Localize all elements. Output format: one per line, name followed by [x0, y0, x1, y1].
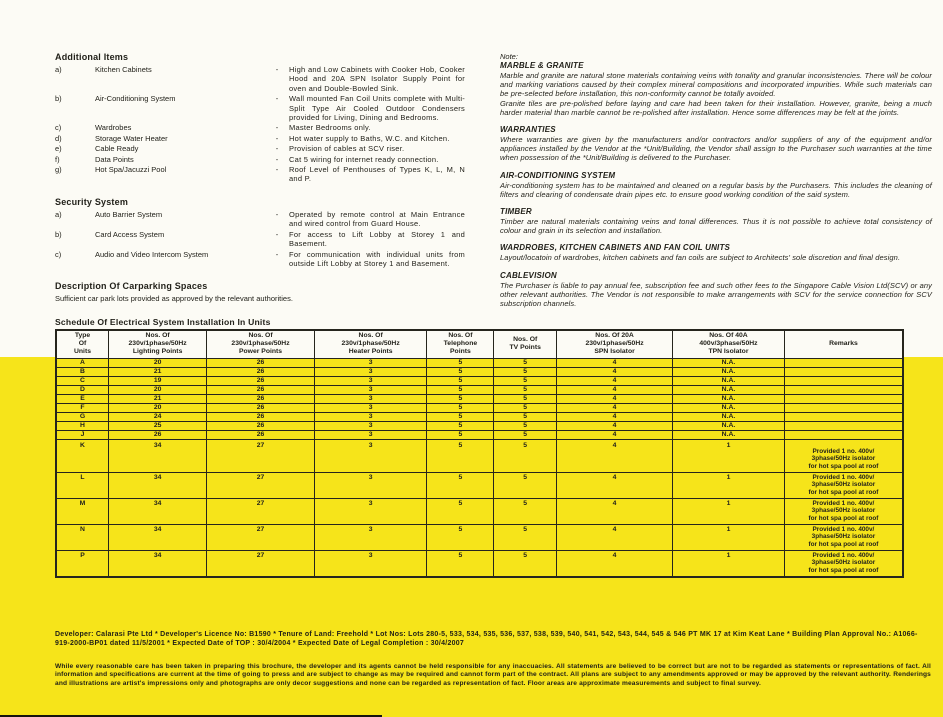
remark-lines [786, 474, 901, 497]
value-cell: 4 [557, 524, 673, 550]
note-section [500, 171, 932, 199]
item-description: High and Low Cabinets with Cooker Hob, Cooker Hood and 20A SPN Isolator Supply Point for oven and Double-Bowled Sink. [289, 65, 465, 93]
schedule-column-header [557, 330, 673, 358]
item-description: Wall mounted Fan Coil Units complete with Multi-Split Type Air Cooled Outdoor Condensers provided for Living, Dining and Bedrooms. [289, 94, 465, 123]
value-cell: 5 [427, 524, 494, 550]
header-line: TV Points [509, 344, 541, 352]
item-label: Air-Conditioning System [95, 94, 176, 104]
note-section [500, 243, 932, 262]
remark-line: 3phase/50Hz isolator [811, 455, 876, 463]
item-label: Auto Barrier System [95, 209, 163, 219]
value-cell: 5 [494, 430, 557, 439]
schedule-row [56, 472, 903, 498]
item-description: For access to Lift Lobby at Storey 1 and Basement. [289, 229, 465, 249]
note-section-heading: WARDROBES, KITCHEN CABINETS AND FAN COIL UNITS [500, 243, 731, 253]
value-cell: 5 [494, 412, 557, 421]
spec-item [55, 165, 465, 184]
remark-line: 3phase/50Hz isolator [811, 559, 876, 567]
value-cell: 27 [207, 524, 315, 550]
header-line: SPN Isolator [594, 348, 635, 356]
header-line: Heater Points [348, 348, 393, 356]
unit-type-cell: A [56, 358, 109, 367]
item-key: b) [55, 229, 62, 239]
value-cell: 26 [207, 403, 315, 412]
value-cell: N.A. [673, 430, 785, 439]
unit-type-cell: L [56, 472, 109, 498]
value-cell: 5 [494, 498, 557, 524]
note-section [500, 125, 932, 163]
value-cell: 19 [109, 376, 207, 385]
unit-type-cell: H [56, 421, 109, 430]
remarks-cell [784, 498, 903, 524]
note-section [500, 207, 932, 235]
item-dash: - [275, 229, 279, 239]
remarks-cell [784, 439, 903, 472]
remark-line: Provided 1 no. 400v/ [812, 551, 875, 559]
schedule-row [56, 403, 903, 412]
security-system-list [55, 210, 465, 268]
schedule-row [56, 524, 903, 550]
remarks-cell [784, 472, 903, 498]
unit-type-cell: B [56, 367, 109, 376]
value-cell: 5 [427, 439, 494, 472]
schedule-column-header [784, 330, 903, 358]
value-cell: N.A. [673, 394, 785, 403]
item-label: Audio and Video Intercom System [95, 249, 209, 259]
value-cell: 26 [207, 376, 315, 385]
value-cell: 4 [557, 472, 673, 498]
spec-item [55, 65, 465, 93]
spec-item [55, 94, 465, 122]
remark-lines [786, 442, 901, 471]
value-cell: 3 [314, 376, 427, 385]
spec-item [55, 230, 465, 249]
value-cell: 5 [427, 394, 494, 403]
spec-item [55, 210, 465, 229]
developer-info-line: Developer: Calarasi Pte Ltd * Developer's Licence No: B1590 * Tenure of Land: Freehold * Lot Nos: Lots 280-5, 533, 534, 535, 536, 537, 538, 539, 540, 541, 542, 543, 544, 545 & 546 PT MK 17 at Kim Keat Lane * Building Plan Approval No.: A1066-919-2000-BP01 dated 11/5/2001 * Expected Date of TOP : 30/4/2004 * Expected Date of Legal Completion : 30/4/2007 [55, 631, 918, 648]
note-paragraph: Air-conditioning system has to be maintained and cleaned on a regular basis by the Purchasers. This includes the cleaning of filters and clearing of condensate drain pipes etc. to ensure good working condition of the said system. [500, 180, 932, 199]
item-label: Storage Water Heater [95, 133, 168, 143]
value-cell: N.A. [673, 367, 785, 376]
value-cell: 26 [109, 430, 207, 439]
value-cell: 3 [314, 524, 427, 550]
remark-line: 3phase/50Hz isolator [811, 481, 876, 489]
value-cell: 26 [207, 385, 315, 394]
remarks-cell [784, 421, 903, 430]
schedule-row [56, 421, 903, 430]
value-cell: 3 [314, 358, 427, 367]
item-dash: - [275, 94, 279, 104]
value-cell: 26 [207, 421, 315, 430]
spec-item [55, 123, 465, 132]
header-line: Remarks [829, 340, 858, 348]
item-dash: - [275, 209, 279, 219]
value-cell: 34 [109, 439, 207, 472]
note-paragraph: The Purchaser is liable to pay annual fee, subscription fee and such other fees to the Singapore Cable Vision Ltd(SCV) or any other relevant authorities. The Vendor is not responsible to make arrangements with SCV for the service connection for SCV subscription channels. [500, 280, 932, 309]
value-cell: 3 [314, 439, 427, 472]
value-cell: 4 [557, 394, 673, 403]
schedule-column-header [673, 330, 785, 358]
value-cell: N.A. [673, 376, 785, 385]
remark-line: Provided 1 no. 400v/ [812, 447, 875, 455]
item-label: Data Points [95, 154, 134, 164]
item-dash: - [275, 133, 279, 143]
value-cell: 3 [314, 367, 427, 376]
value-cell: 4 [557, 412, 673, 421]
schedule-row [56, 498, 903, 524]
value-cell: 5 [494, 421, 557, 430]
value-cell: 4 [557, 376, 673, 385]
schedule-row [56, 550, 903, 577]
remarks-cell [784, 550, 903, 577]
item-description: For communication with individual units from outside Lift Lobby at Storey 1 and Basement. [289, 249, 465, 268]
value-cell: 27 [207, 439, 315, 472]
spec-item [55, 155, 465, 164]
item-dash: - [275, 154, 279, 164]
item-dash: - [275, 123, 279, 133]
remark-lines [786, 526, 901, 549]
note-paragraph: Granite tiles are pre-polished before laying and care had been taken for their installation. However, granite, being a much harder material than marble cannot be re-polished after installation. Hence some differences may be felt at the joints. [500, 98, 932, 117]
value-cell: 26 [207, 430, 315, 439]
value-cell: 5 [494, 439, 557, 472]
value-cell: 4 [557, 498, 673, 524]
value-cell: 34 [109, 524, 207, 550]
item-description: Master Bedrooms only. [289, 123, 371, 133]
value-cell: 5 [494, 385, 557, 394]
schedule-header-row [56, 330, 903, 358]
unit-type-cell: P [56, 550, 109, 577]
remark-line: Provided 1 no. 400v/ [812, 525, 875, 533]
value-cell: 4 [557, 403, 673, 412]
item-key: g) [55, 165, 62, 175]
unit-type-cell: G [56, 412, 109, 421]
value-cell: 4 [557, 367, 673, 376]
value-cell: 3 [314, 421, 427, 430]
item-description: Hot water supply to Baths, W.C. and Kitchen. [289, 133, 450, 143]
value-cell: 1 [673, 498, 785, 524]
schedule-column-header [427, 330, 494, 358]
header-line: Nos. Of [448, 332, 473, 339]
value-cell: 5 [427, 472, 494, 498]
remarks-cell [784, 385, 903, 394]
value-cell: N.A. [673, 403, 785, 412]
carparking-heading: Description Of Carparking Spaces [55, 281, 208, 292]
value-cell: 3 [314, 385, 427, 394]
header-line: Nos. Of 20A [595, 332, 634, 339]
notes-sections [500, 61, 932, 308]
schedule-column-header [109, 330, 207, 358]
value-cell: 5 [427, 550, 494, 577]
schedule-row [56, 358, 903, 367]
header-line: 400v/3phase/50Hz [699, 340, 758, 348]
value-cell: 1 [673, 524, 785, 550]
header-line: Telephone [443, 340, 478, 348]
header-line: Nos. Of [358, 332, 383, 339]
value-cell: 3 [314, 430, 427, 439]
header-line: Lighting Points [132, 348, 183, 356]
value-cell: 1 [673, 550, 785, 577]
note-section-heading: WARRANTIES [500, 125, 556, 135]
note-section [500, 271, 932, 309]
remark-line: for hot spa pool at roof [808, 488, 879, 496]
value-cell: 5 [494, 524, 557, 550]
value-cell: 20 [109, 358, 207, 367]
spec-item [55, 250, 465, 269]
spec-item [55, 144, 465, 153]
header-line: 230v/1phase/50Hz [585, 340, 644, 348]
remark-lines [786, 552, 901, 575]
schedule-column-header [494, 330, 557, 358]
disclaimer-text: While every reasonable care has been taken in preparing this brochure, the developer and its agents cannot be held responsible for any inaccuacies. All statements are believed to be correct but are not to be regarded as statements or representations of fact. All information and specifications are current at the time of going to press and are subject to change as may be required and cannot form part of the contract. All plans are subject to any amendments approved or may be approved by the relevant authority. Renderings and illustrations are artist's impressions only and photographs are only decor suggestions and none can be regarded as representation of fact. Floor areas are approximate measurements and subject to final survey. [55, 663, 931, 687]
value-cell: 1 [673, 439, 785, 472]
left-specs-column [55, 52, 465, 304]
value-cell: 4 [557, 550, 673, 577]
value-cell: 3 [314, 412, 427, 421]
remarks-cell [784, 394, 903, 403]
remark-line: Provided 1 no. 400v/ [812, 499, 875, 507]
schedule-row [56, 385, 903, 394]
value-cell: 34 [109, 498, 207, 524]
carparking-body: Sufficient car park lots provided as approved by the relevant authorities. [55, 294, 293, 304]
item-dash: - [275, 144, 279, 154]
schedule-row [56, 439, 903, 472]
unit-type-cell: E [56, 394, 109, 403]
value-cell: 5 [427, 376, 494, 385]
value-cell: 5 [427, 430, 494, 439]
note-label: Note: [500, 52, 518, 61]
remarks-cell [784, 430, 903, 439]
item-label: Wardrobes [95, 123, 132, 133]
unit-type-cell: K [56, 439, 109, 472]
schedule-table-title: Schedule Of Electrical System Installation In Units [55, 317, 271, 327]
item-description: Provision of cables at SCV riser. [289, 144, 405, 154]
value-cell: N.A. [673, 412, 785, 421]
notes-column [500, 52, 932, 316]
value-cell: N.A. [673, 421, 785, 430]
unit-type-cell: D [56, 385, 109, 394]
header-line: Type [74, 332, 91, 339]
item-key: f) [55, 154, 60, 164]
value-cell: 4 [557, 430, 673, 439]
value-cell: N.A. [673, 358, 785, 367]
value-cell: 5 [427, 498, 494, 524]
remarks-cell [784, 412, 903, 421]
note-paragraph: Layout/locatoin of wardrobes, kitchen cabinets and fan coils are subject to Architects' sole discretion and final design. [500, 253, 901, 263]
value-cell: 3 [314, 498, 427, 524]
value-cell: 20 [109, 385, 207, 394]
header-line: Power Points [239, 348, 283, 356]
value-cell: 5 [494, 403, 557, 412]
item-label: Card Access System [95, 229, 165, 239]
value-cell: 5 [494, 472, 557, 498]
remark-line: Provided 1 no. 400v/ [812, 473, 875, 481]
schedule-row [56, 367, 903, 376]
value-cell: 5 [494, 376, 557, 385]
value-cell: 5 [494, 550, 557, 577]
additional-items-heading: Additional Items [55, 52, 129, 62]
item-label: Hot Spa/Jacuzzi Pool [95, 165, 167, 175]
unit-type-cell: C [56, 376, 109, 385]
value-cell: 5 [494, 358, 557, 367]
value-cell: 24 [109, 412, 207, 421]
schedule-row [56, 412, 903, 421]
remarks-cell [784, 367, 903, 376]
note-section-heading: TIMBER [500, 207, 532, 217]
electrical-schedule-table [55, 329, 904, 578]
item-description: Operated by remote control at Main Entrance and wired control from Guard House. [289, 209, 465, 229]
item-label: Kitchen Cabinets [95, 65, 152, 74]
unit-type-cell: J [56, 430, 109, 439]
header-line: 230v/1phase/50Hz [128, 340, 187, 348]
note-section [500, 61, 932, 117]
value-cell: 27 [207, 550, 315, 577]
note-section-heading: CABLEVISION [500, 270, 557, 280]
value-cell: 5 [427, 358, 494, 367]
remark-line: for hot spa pool at roof [808, 540, 879, 548]
value-cell: 3 [314, 403, 427, 412]
item-key: a) [55, 209, 62, 219]
value-cell: 26 [207, 394, 315, 403]
header-line: Nos. Of [145, 332, 170, 339]
unit-type-cell: F [56, 403, 109, 412]
security-system-heading: Security System [55, 196, 129, 207]
value-cell: 4 [557, 421, 673, 430]
note-section-heading: MARBLE & GRANITE [500, 61, 584, 70]
note-section-heading: AIR-CONDITIONING SYSTEM [500, 170, 616, 180]
note-paragraph: Marble and granite are natural stone materials containing veins with tonality and granular inconsistencies. There will be colour and marking variations caused by their complex mineral compositions and incorporated impurities. While such materials can be pre-selected before installation, this non-conformity cannot be totally avoided. [500, 71, 932, 99]
value-cell: 25 [109, 421, 207, 430]
value-cell: N.A. [673, 385, 785, 394]
value-cell: 21 [109, 367, 207, 376]
header-line: 230v/1phase/50Hz [341, 340, 400, 348]
note-paragraph: Where warranties are given by the manufacturers and/or contractors and/or suppliers of any of the equipment and/or appliances installed by the Vendor at the *Unit/Building, the Vendor shall assign to the Purchaser such warranties at the time when possession of the *Unit/Building is delivered to the Purchaser. [500, 135, 932, 163]
header-line: Of [78, 340, 87, 348]
value-cell: 21 [109, 394, 207, 403]
value-cell: 27 [207, 498, 315, 524]
remarks-cell [784, 524, 903, 550]
header-line: Units [74, 348, 91, 356]
value-cell: 4 [557, 358, 673, 367]
item-dash: - [275, 165, 279, 175]
remark-line: for hot spa pool at roof [808, 566, 879, 574]
value-cell: 5 [494, 367, 557, 376]
value-cell: 4 [557, 385, 673, 394]
remarks-cell [784, 358, 903, 367]
value-cell: 5 [427, 412, 494, 421]
item-description: Roof Level of Penthouses of Types K, L, M, N and P. [289, 165, 465, 184]
header-line: Points [450, 348, 471, 356]
item-key: a) [55, 65, 62, 74]
value-cell: 5 [427, 367, 494, 376]
value-cell: 34 [109, 550, 207, 577]
spec-item [55, 134, 465, 143]
value-cell: 4 [557, 439, 673, 472]
value-cell: 5 [427, 421, 494, 430]
item-key: e) [55, 144, 62, 154]
schedule-row [56, 394, 903, 403]
value-cell: 26 [207, 412, 315, 421]
unit-type-cell: N [56, 524, 109, 550]
schedule-column-header [314, 330, 427, 358]
schedule-row [56, 376, 903, 385]
item-label: Cable Ready [95, 144, 139, 154]
schedule-column-header [207, 330, 315, 358]
value-cell: 26 [207, 367, 315, 376]
header-line: Nos. Of 40A [709, 332, 748, 339]
remarks-cell [784, 376, 903, 385]
remark-line: 3phase/50Hz isolator [811, 533, 876, 541]
item-description: Cat 5 wiring for internet ready connection. [289, 154, 439, 164]
remark-line: for hot spa pool at roof [808, 462, 879, 470]
value-cell: 5 [427, 403, 494, 412]
remarks-cell [784, 403, 903, 412]
item-dash: - [275, 65, 279, 74]
value-cell: 3 [314, 550, 427, 577]
schedule-column-header [56, 330, 109, 358]
header-line: TPN Isolator [708, 348, 749, 356]
value-cell: 1 [673, 472, 785, 498]
value-cell: 27 [207, 472, 315, 498]
value-cell: 26 [207, 358, 315, 367]
remark-line: for hot spa pool at roof [808, 514, 879, 522]
unit-type-cell: M [56, 498, 109, 524]
note-paragraph: Timber are natural materials containing veins and tonal differences. Thus it is not possible to achieve total consistency of colour and grain in its selection and installation. [500, 217, 932, 236]
item-key: c) [55, 123, 62, 133]
value-cell: 3 [314, 472, 427, 498]
additional-items-list [55, 65, 465, 184]
item-key: c) [55, 249, 62, 259]
remark-lines [786, 500, 901, 523]
schedule-row [56, 430, 903, 439]
header-line: 230v/1phase/50Hz [231, 340, 290, 348]
item-key: d) [55, 133, 62, 143]
value-cell: 5 [427, 385, 494, 394]
remark-line: 3phase/50Hz isolator [811, 507, 876, 515]
value-cell: 5 [494, 394, 557, 403]
value-cell: 20 [109, 403, 207, 412]
value-cell: 3 [314, 394, 427, 403]
item-dash: - [275, 249, 279, 259]
value-cell: 34 [109, 472, 207, 498]
header-line: Nos. Of [248, 332, 273, 339]
header-line: Nos. Of [513, 336, 538, 344]
item-key: b) [55, 94, 62, 104]
